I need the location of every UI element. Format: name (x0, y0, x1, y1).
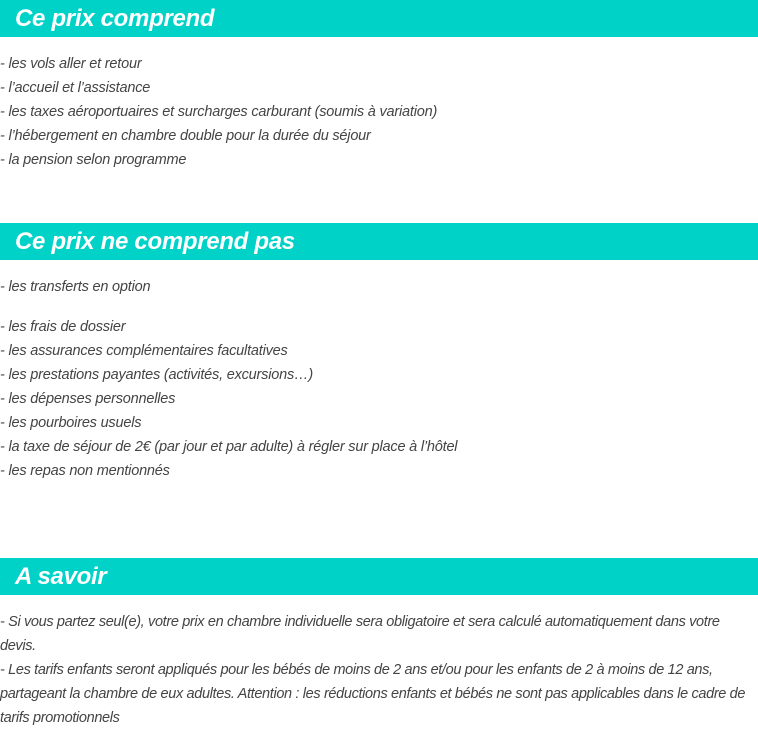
included-list (0, 52, 758, 172)
paragraph-child-rates: - Les tarifs enfants seront appliqués pour les bébés de moins de 2 ans et/ou pour les enfants de 2 à moins de 12 ans, partageant la chambre de eux adultes. Attention : les réductions enfants et bébés ne sont pas applicables dans le cadre de tarifs promotionnels (0, 662, 746, 726)
paragraph-single-traveler: - Si vous partez seul(e), votre prix en chambre individuelle sera obligatoire et sera calculé automatiquement dans votre devis. (0, 614, 720, 654)
list-item: - la pension selon programme (0, 152, 187, 168)
list-item: - les frais de dossier (0, 319, 126, 335)
section-title: Ce prix comprend (15, 5, 215, 32)
list-item: - les pourboires usuels (0, 415, 142, 431)
list-item: - les assurances complémentaires facultatives (0, 343, 288, 359)
list-item: - la taxe de séjour de 2€ (par jour et par adulte) à régler sur place à l’hôtel (0, 439, 458, 455)
section-header-included (0, 0, 758, 37)
section-header-good-to-know (0, 558, 758, 595)
not-included-list (0, 275, 758, 483)
section-title: A savoir (15, 563, 107, 590)
section-title: Ce prix ne comprend pas (15, 228, 295, 255)
list-item: - l’hébergement en chambre double pour la durée du séjour (0, 128, 371, 144)
list-item: - les taxes aéroportuaires et surcharges carburant (soumis à variation) (0, 104, 438, 120)
list-item: - les prestations payantes (activités, excursions…) (0, 367, 313, 383)
list-item: - les transferts en option (0, 279, 151, 295)
section-header-not-included (0, 223, 758, 260)
good-to-know-text (0, 610, 758, 730)
list-item: - les dépenses personnelles (0, 391, 176, 407)
list-item: - les vols aller et retour (0, 56, 142, 72)
list-item: - l’accueil et l’assistance (0, 80, 151, 96)
list-item: - les repas non mentionnés (0, 463, 170, 479)
